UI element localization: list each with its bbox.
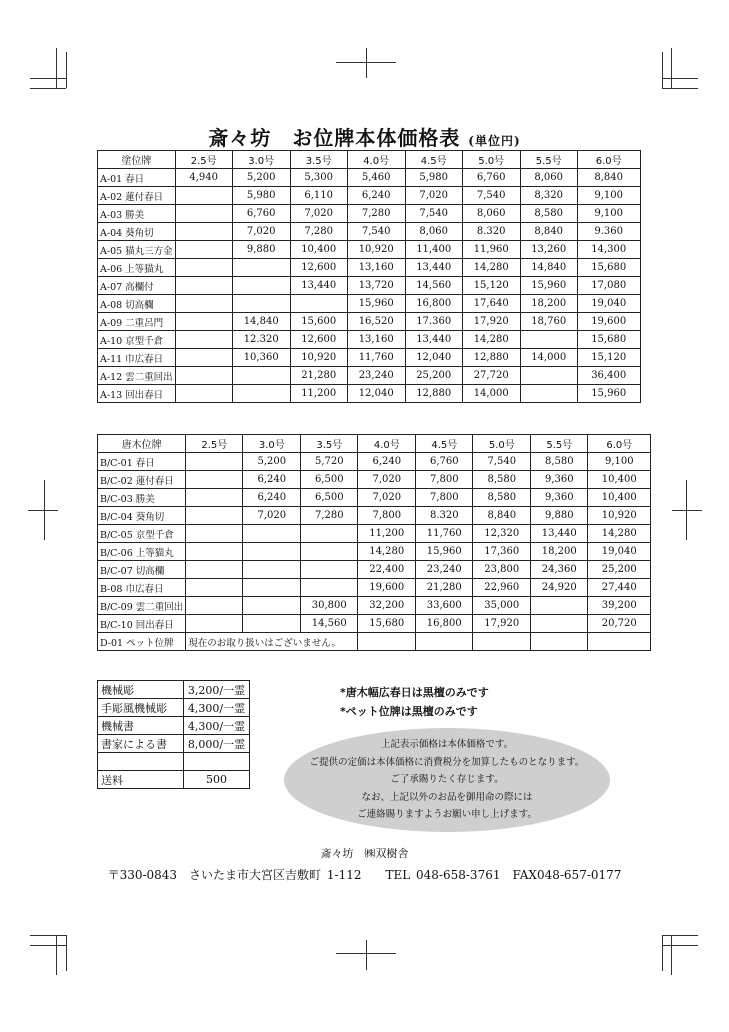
price-cell: 25,200 <box>405 367 462 385</box>
price-cell: 8,060 <box>405 223 462 241</box>
price-cell: 14,280 <box>588 525 651 543</box>
price-cell: 8.320 <box>462 223 520 241</box>
table-row <box>98 313 641 331</box>
price-cell: 19,040 <box>577 295 640 313</box>
price-cell <box>520 367 577 385</box>
price-cell: 15,960 <box>347 295 405 313</box>
service-price <box>184 753 250 771</box>
price-cell: 9,100 <box>577 187 640 205</box>
price-cell: 22,960 <box>473 579 531 597</box>
price-cell: 18,760 <box>520 313 577 331</box>
price-cell: 15,120 <box>577 349 640 367</box>
price-cell: 14,300 <box>577 241 640 259</box>
notice-line: ご提供の定価は本体価格に消費税分を加算したものとなります。 <box>309 756 585 768</box>
price-cell: 17,640 <box>462 295 520 313</box>
price-cell <box>186 579 243 597</box>
price-cell: 5,200 <box>243 453 301 471</box>
price-cell: 8,060 <box>520 169 577 187</box>
price-cell: 4,940 <box>175 169 232 187</box>
price-cell: 15,120 <box>462 277 520 295</box>
price-cell: 14,280 <box>462 259 520 277</box>
price-cell: 7,540 <box>462 187 520 205</box>
price-cell <box>186 453 243 471</box>
price-cell: 23,240 <box>347 367 405 385</box>
price-cell: 17,920 <box>473 615 531 633</box>
price-cell <box>186 561 243 579</box>
price-cell <box>243 597 301 615</box>
price-cell: 16,800 <box>416 615 473 633</box>
table-row <box>98 489 651 507</box>
price-cell: 10,360 <box>232 349 290 367</box>
product-name: A-05 猫丸三方金 <box>98 241 176 259</box>
table-row <box>98 507 651 525</box>
price-cell <box>232 295 290 313</box>
price-cell <box>232 385 290 403</box>
size-header: 3.0号 <box>243 435 301 453</box>
price-cell: 15,960 <box>577 385 640 403</box>
price-cell: 11,400 <box>405 241 462 259</box>
product-name: B/C-06 上等猫丸 <box>98 543 186 561</box>
size-header: 2.5号 <box>186 435 243 453</box>
title-main: 斎々坊 お位牌本体価格表 <box>208 126 461 150</box>
service-label: 送料 <box>98 771 184 789</box>
size-header: 3.5号 <box>290 151 347 169</box>
price-cell: 12,880 <box>405 385 462 403</box>
service-label: 機械書 <box>98 717 184 735</box>
product-name: A-10 京型千倉 <box>98 331 176 349</box>
size-header: 5.5号 <box>520 151 577 169</box>
service-price: 8,000/一霊 <box>184 735 250 753</box>
company-name: 斎々坊 ㈱双樹舎 <box>320 847 409 860</box>
page-title <box>0 122 729 151</box>
price-cell: 10,400 <box>290 241 347 259</box>
price-cell: 7,540 <box>347 223 405 241</box>
size-header: 6.0号 <box>588 435 651 453</box>
product-name: A-06 上等猫丸 <box>98 259 176 277</box>
table-row <box>98 597 651 615</box>
service-label: 書家による書 <box>98 735 184 753</box>
price-cell: 8,060 <box>462 205 520 223</box>
price-cell: 9,360 <box>531 471 588 489</box>
price-cell: 13,160 <box>347 331 405 349</box>
price-cell <box>175 259 232 277</box>
price-cell <box>473 633 531 651</box>
table-header-row <box>98 435 651 453</box>
price-cell: 13,440 <box>290 277 347 295</box>
price-cell: 7,020 <box>290 205 347 223</box>
price-cell: 8,580 <box>531 453 588 471</box>
price-cell: 6,760 <box>232 205 290 223</box>
price-cell: 7,540 <box>405 205 462 223</box>
price-cell: 7,280 <box>347 205 405 223</box>
price-cell <box>186 615 243 633</box>
product-name: A-12 雲二重回出 <box>98 367 176 385</box>
price-cell: 13,260 <box>520 241 577 259</box>
price-cell: 14,000 <box>462 385 520 403</box>
price-cell <box>232 259 290 277</box>
price-cell: 14,000 <box>520 349 577 367</box>
product-name: B/C-09 雲二重回出 <box>98 597 186 615</box>
price-cell: 17,920 <box>462 313 520 331</box>
price-cell: 11,200 <box>290 385 347 403</box>
product-name: B/C-05 京型千倉 <box>98 525 186 543</box>
price-cell <box>175 385 232 403</box>
price-cell: 11,760 <box>347 349 405 367</box>
table-row <box>98 735 250 753</box>
price-cell: 9,360 <box>531 489 588 507</box>
price-cell: 33,600 <box>416 597 473 615</box>
service-price: 4,300/一霊 <box>184 717 250 735</box>
price-cell: 27,440 <box>588 579 651 597</box>
service-label: 手彫風機械彫 <box>98 699 184 717</box>
table-row <box>98 633 651 651</box>
price-notice-oval <box>284 728 610 832</box>
price-cell: 6,760 <box>462 169 520 187</box>
note-pet: *ペット位牌は黒檀のみです <box>340 705 478 718</box>
price-cell: 15,600 <box>290 313 347 331</box>
price-cell: 15,680 <box>577 331 640 349</box>
price-cell: 7,280 <box>301 507 358 525</box>
category-header: 塗位牌 <box>98 151 176 169</box>
price-cell: 15,680 <box>358 615 416 633</box>
price-cell: 19,600 <box>358 579 416 597</box>
price-cell: 10,920 <box>588 507 651 525</box>
price-cell <box>186 597 243 615</box>
price-cell <box>301 543 358 561</box>
price-cell: 9,880 <box>232 241 290 259</box>
product-name: A-08 切高欄 <box>98 295 176 313</box>
price-cell <box>186 543 243 561</box>
price-cell <box>175 313 232 331</box>
product-name: D-01 ペット位牌 <box>98 633 186 651</box>
price-cell: 16,800 <box>405 295 462 313</box>
price-cell: 12,040 <box>347 385 405 403</box>
product-name: B/C-10 回出春日 <box>98 615 186 633</box>
price-cell: 5,460 <box>347 169 405 187</box>
price-cell: 23,240 <box>416 561 473 579</box>
price-cell: 14,840 <box>520 259 577 277</box>
price-cell: 20,720 <box>588 615 651 633</box>
price-cell: 19,040 <box>588 543 651 561</box>
price-cell: 19,600 <box>577 313 640 331</box>
product-name: B/C-07 切高欄 <box>98 561 186 579</box>
product-name: A-07 高欄付 <box>98 277 176 295</box>
product-name: A-13 回出春日 <box>98 385 176 403</box>
price-cell: 39,200 <box>588 597 651 615</box>
price-cell: 12,600 <box>290 331 347 349</box>
price-cell: 32,200 <box>358 597 416 615</box>
karaki-ihai-price-table <box>97 434 651 651</box>
lacquer-ihai-price-table <box>97 150 641 403</box>
size-header: 3.0号 <box>232 151 290 169</box>
product-name: B/C-04 葵角切 <box>98 507 186 525</box>
price-cell: 18,200 <box>531 543 588 561</box>
price-cell <box>175 295 232 313</box>
price-cell: 14,280 <box>358 543 416 561</box>
price-cell: 8,320 <box>520 187 577 205</box>
product-name: B/C-03 勝美 <box>98 489 186 507</box>
price-cell <box>531 615 588 633</box>
price-cell: 13,440 <box>531 525 588 543</box>
price-cell <box>175 331 232 349</box>
price-cell: 7,800 <box>416 489 473 507</box>
table-row <box>98 223 641 241</box>
price-cell: 30,800 <box>301 597 358 615</box>
price-cell: 12,040 <box>405 349 462 367</box>
price-cell: 13,160 <box>347 259 405 277</box>
price-cell: 8,840 <box>577 169 640 187</box>
price-cell: 15,680 <box>577 259 640 277</box>
price-cell: 6,500 <box>301 489 358 507</box>
price-cell: 5,980 <box>232 187 290 205</box>
price-cell: 10,400 <box>588 489 651 507</box>
price-cell: 7,280 <box>290 223 347 241</box>
price-cell: 8,580 <box>520 205 577 223</box>
price-cell: 11,200 <box>358 525 416 543</box>
price-cell: 9,880 <box>531 507 588 525</box>
category-header: 唐木位牌 <box>98 435 186 453</box>
price-cell: 6,240 <box>358 453 416 471</box>
notice-line: ご連絡賜りますようお願い申し上げます。 <box>357 809 537 820</box>
price-cell: 16,520 <box>347 313 405 331</box>
price-cell: 5,980 <box>405 169 462 187</box>
service-price: 4,300/一霊 <box>184 699 250 717</box>
table-row <box>98 681 250 699</box>
size-header: 5.0号 <box>462 151 520 169</box>
price-cell: 17,080 <box>577 277 640 295</box>
price-cell: 13,440 <box>405 259 462 277</box>
price-cell: 27,720 <box>462 367 520 385</box>
price-cell: 7,020 <box>358 471 416 489</box>
table-row <box>98 295 641 313</box>
price-cell: 11,760 <box>416 525 473 543</box>
price-cell: 7,020 <box>358 489 416 507</box>
price-cell <box>531 633 588 651</box>
price-cell: 8,580 <box>473 489 531 507</box>
price-cell: 7,800 <box>358 507 416 525</box>
price-cell: 8.320 <box>416 507 473 525</box>
price-cell: 8,840 <box>473 507 531 525</box>
price-cell <box>243 543 301 561</box>
product-name: B/C-02 蓮付春日 <box>98 471 186 489</box>
price-cell <box>301 561 358 579</box>
price-cell: 6,240 <box>347 187 405 205</box>
price-cell: 7,020 <box>243 507 301 525</box>
price-cell: 12,880 <box>462 349 520 367</box>
table-row <box>98 169 641 187</box>
price-cell: 15,960 <box>520 277 577 295</box>
price-cell: 15,960 <box>416 543 473 561</box>
price-cell <box>175 277 232 295</box>
price-cell <box>301 525 358 543</box>
table-row <box>98 525 651 543</box>
product-name: B-08 巾広春日 <box>98 579 186 597</box>
price-cell: 6,500 <box>301 471 358 489</box>
price-cell: 9,100 <box>577 205 640 223</box>
price-cell <box>243 615 301 633</box>
price-cell: 14,560 <box>405 277 462 295</box>
size-header: 5.5号 <box>531 435 588 453</box>
price-cell <box>175 349 232 367</box>
table-row <box>98 367 641 385</box>
price-cell: 12.320 <box>232 331 290 349</box>
product-name: A-04 葵角切 <box>98 223 176 241</box>
product-name: A-02 蓮付春日 <box>98 187 176 205</box>
price-cell <box>175 241 232 259</box>
service-price: 500 <box>184 771 250 789</box>
price-cell <box>186 525 243 543</box>
price-cell: 14,840 <box>232 313 290 331</box>
table-row <box>98 699 250 717</box>
price-cell: 8,580 <box>473 471 531 489</box>
notes <box>340 683 489 721</box>
product-name: A-03 勝美 <box>98 205 176 223</box>
price-cell: 5,720 <box>301 453 358 471</box>
product-name: A-11 巾広春日 <box>98 349 176 367</box>
price-cell: 12,320 <box>473 525 531 543</box>
availability-note: 現在のお取り扱いはございません。 <box>186 633 358 651</box>
table-row <box>98 385 641 403</box>
table-row <box>98 205 641 223</box>
price-cell <box>175 187 232 205</box>
price-cell: 9,100 <box>588 453 651 471</box>
price-cell <box>520 331 577 349</box>
price-cell <box>175 205 232 223</box>
price-cell <box>243 579 301 597</box>
price-cell <box>232 367 290 385</box>
price-cell: 12,600 <box>290 259 347 277</box>
price-cell: 22,400 <box>358 561 416 579</box>
price-cell: 11,960 <box>462 241 520 259</box>
price-cell: 23,800 <box>473 561 531 579</box>
price-cell: 10,400 <box>588 471 651 489</box>
engraving-price-table <box>97 680 250 789</box>
price-cell: 10,920 <box>290 349 347 367</box>
price-cell: 24,920 <box>531 579 588 597</box>
price-cell: 9.360 <box>577 223 640 241</box>
price-cell: 36,400 <box>577 367 640 385</box>
title-unit: (単位円) <box>468 134 521 148</box>
product-name: A-09 二重呂門 <box>98 313 176 331</box>
price-cell: 6,240 <box>243 471 301 489</box>
table-row <box>98 561 651 579</box>
size-header: 5.0号 <box>473 435 531 453</box>
table-row <box>98 241 641 259</box>
price-cell <box>175 367 232 385</box>
price-cell: 35,000 <box>473 597 531 615</box>
price-cell <box>531 597 588 615</box>
price-cell: 5,300 <box>290 169 347 187</box>
price-cell: 14,560 <box>301 615 358 633</box>
price-cell <box>243 525 301 543</box>
size-header: 4.5号 <box>416 435 473 453</box>
price-cell: 13,720 <box>347 277 405 295</box>
service-price: 3,200/一霊 <box>184 681 250 699</box>
price-cell: 7,020 <box>232 223 290 241</box>
table-row <box>98 259 641 277</box>
price-cell: 17,360 <box>473 543 531 561</box>
price-cell: 6,240 <box>243 489 301 507</box>
company-address: 〒330-0843 さいたま市大宮区吉敷町 1-112 TEL 048-658-3761 FAX048-657-0177 <box>107 868 622 882</box>
table-row <box>98 771 250 789</box>
price-cell: 21,280 <box>416 579 473 597</box>
price-cell <box>243 561 301 579</box>
note-karaki: *唐木幅広春日は黒檀のみです <box>340 686 489 699</box>
table-header-row <box>98 151 641 169</box>
price-cell: 8,840 <box>520 223 577 241</box>
price-cell: 21,280 <box>290 367 347 385</box>
price-cell <box>186 507 243 525</box>
product-name: A-01 春日 <box>98 169 176 187</box>
price-cell: 17.360 <box>405 313 462 331</box>
price-cell: 6,110 <box>290 187 347 205</box>
price-cell: 18,200 <box>520 295 577 313</box>
table-row <box>98 187 641 205</box>
price-cell <box>186 489 243 507</box>
price-cell <box>358 633 416 651</box>
product-name: B/C-01 春日 <box>98 453 186 471</box>
table-row <box>98 753 250 771</box>
price-cell: 7,020 <box>405 187 462 205</box>
price-cell: 6,760 <box>416 453 473 471</box>
price-cell: 14,280 <box>462 331 520 349</box>
price-cell <box>301 579 358 597</box>
size-header: 4.5号 <box>405 151 462 169</box>
size-header: 3.5号 <box>301 435 358 453</box>
price-cell: 25,200 <box>588 561 651 579</box>
table-row <box>98 471 651 489</box>
service-label: 機械彫 <box>98 681 184 699</box>
size-header: 2.5号 <box>175 151 232 169</box>
size-header: 4.0号 <box>347 151 405 169</box>
price-cell <box>520 385 577 403</box>
table-row <box>98 543 651 561</box>
price-cell <box>232 277 290 295</box>
price-cell <box>175 223 232 241</box>
notice-line: ご了承賜りたく存じます。 <box>390 774 504 785</box>
price-cell: 13,440 <box>405 331 462 349</box>
notice-line: 上記表示価格は本体価格です。 <box>380 739 514 750</box>
price-cell <box>416 633 473 651</box>
size-header: 6.0号 <box>577 151 640 169</box>
price-cell <box>290 295 347 313</box>
price-cell: 10,920 <box>347 241 405 259</box>
price-cell: 5,200 <box>232 169 290 187</box>
table-row <box>98 331 641 349</box>
size-header: 4.0号 <box>358 435 416 453</box>
table-row <box>98 717 250 735</box>
table-row <box>98 453 651 471</box>
service-label <box>98 753 184 771</box>
table-row <box>98 277 641 295</box>
table-row <box>98 349 641 367</box>
notice-line: なお、上記以外のお品を御用命の際には <box>361 791 533 803</box>
table-row <box>98 579 651 597</box>
price-cell <box>186 471 243 489</box>
price-cell: 7,800 <box>416 471 473 489</box>
price-cell <box>588 633 651 651</box>
table-row <box>98 615 651 633</box>
price-cell: 7,540 <box>473 453 531 471</box>
price-cell: 24,360 <box>531 561 588 579</box>
